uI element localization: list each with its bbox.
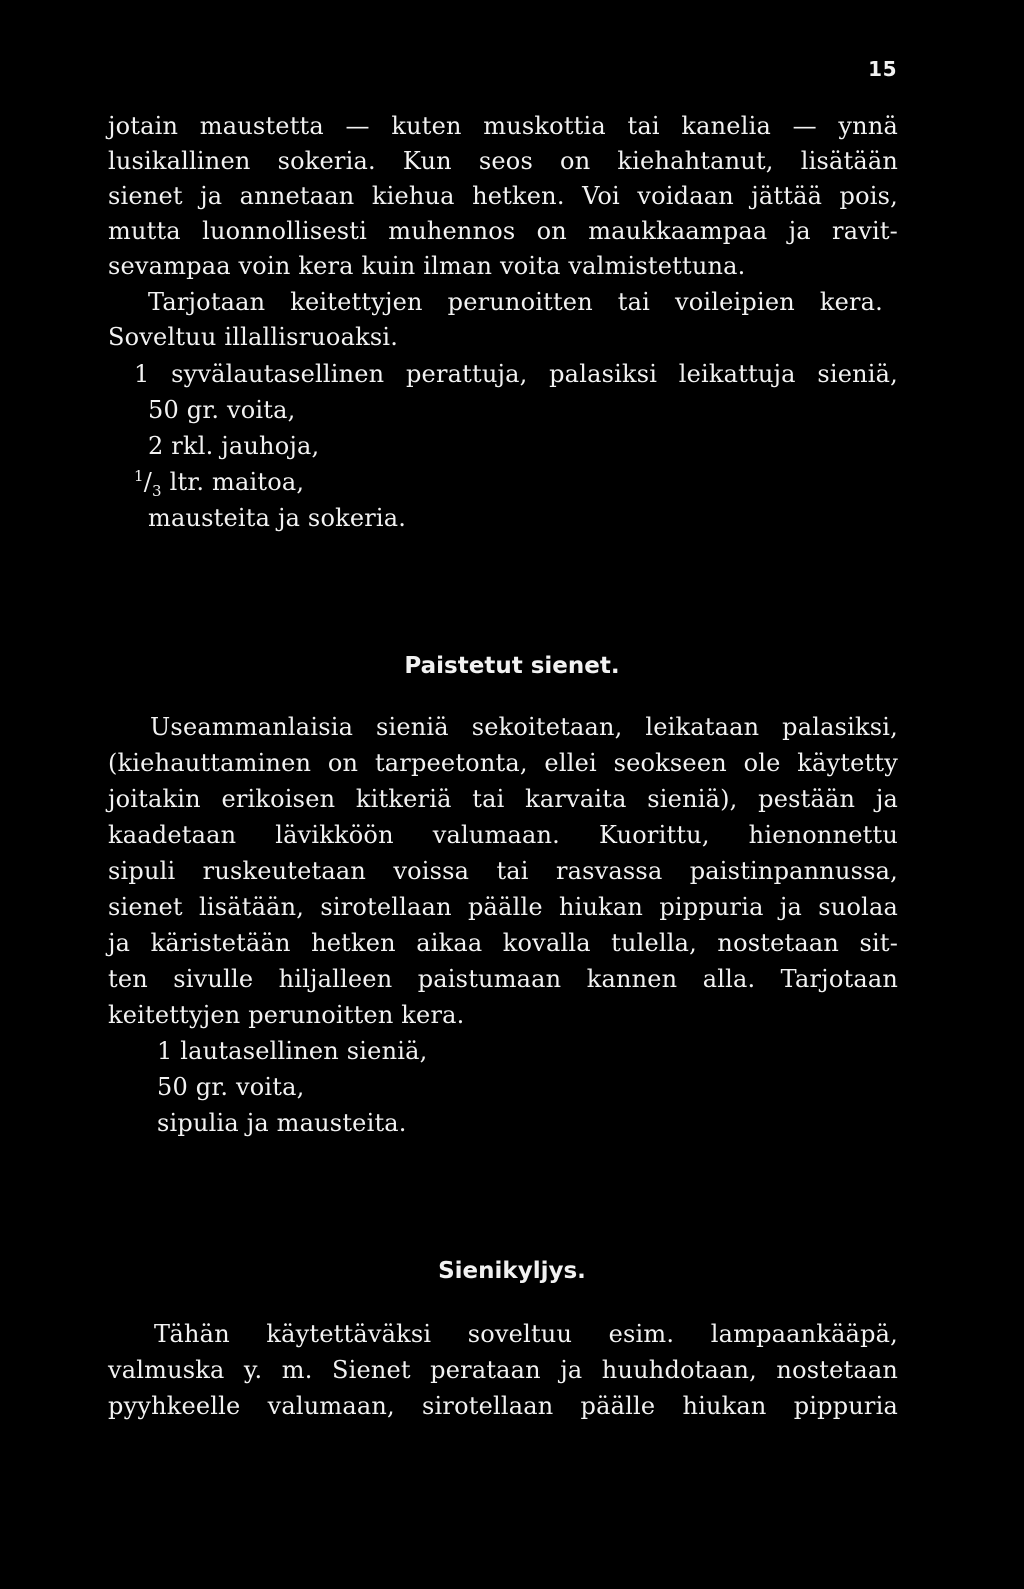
paragraph-line: (kiehauttaminen on tarpeetonta, ellei seokseen ole käytetty	[108, 749, 898, 777]
ingredient-item: 2 rkl. jauhoja,	[148, 432, 320, 460]
paragraph-line: valmuska y. m. Sienet perataan ja huuhdotaan, nostetaan	[108, 1356, 898, 1384]
paragraph-line: jotain maustetta — kuten muskottia tai kanelia — ynnä	[108, 112, 898, 140]
ingredient-item: $^1/_3$ ltr. maitoa,	[134, 467, 305, 500]
paragraph-line: lusikallinen sokeria. Kun seos on kiehahtanut, lisätään	[108, 147, 898, 175]
paragraph-line: sevampaa voin kera kuin ilman voita valmistettuna.	[108, 252, 746, 280]
section-title: Paistetut sienet.	[404, 653, 620, 679]
paragraph-line: sipuli ruskeutetaan voissa tai rasvassa paistinpannussa,	[108, 857, 898, 885]
ingredient-item: 1 lautasellinen sieniä,	[157, 1037, 428, 1065]
page-number: 15	[868, 57, 897, 81]
ingredient-item: 1 syvälautasellinen perattuja, palasiksi leikattuja sieniä,	[134, 360, 898, 388]
paragraph-line: Soveltuu illallisruoaksi.	[108, 323, 399, 351]
paragraph-line: mutta luonnollisesti muhennos on maukkaampaa ja ravit-	[108, 217, 898, 245]
paragraph-line: sienet ja annetaan kiehua hetken. Voi voidaan jättää pois,	[108, 182, 898, 210]
paragraph-line: ja käristetään hetken aikaa kovalla tulella, nostetaan sit-	[108, 929, 898, 957]
paragraph-line: Tarjotaan keitettyjen perunoitten tai voileipien kera.	[148, 288, 883, 316]
ingredient-item: 50 gr. voita,	[157, 1073, 305, 1101]
ingredient-item: 50 gr. voita,	[148, 396, 296, 424]
paragraph-line: joitakin erikoisen kitkeriä tai karvaita sieniä), pestään ja	[108, 785, 898, 813]
paragraph-line: ten sivulle hiljalleen paistumaan kannen alla. Tarjotaan	[108, 965, 898, 993]
fraction-numerator: 1	[134, 467, 144, 485]
paragraph-line: keitettyjen perunoitten kera.	[108, 1001, 465, 1029]
ingredient-text: ltr. maitoa,	[169, 468, 305, 496]
paragraph-line: pyyhkeelle valumaan, sirotellaan päälle hiukan pippuria	[108, 1392, 898, 1420]
paragraph-line: sienet lisätään, sirotellaan päälle hiukan pippuria ja suolaa	[108, 893, 898, 921]
paragraph-line: Useammanlaisia sieniä sekoitetaan, leikataan palasiksi,	[150, 713, 898, 741]
paragraph-line: Tähän käytettäväksi soveltuu esim. lampaankääpä,	[154, 1320, 898, 1348]
ingredient-item: mausteita ja sokeria.	[148, 504, 407, 532]
paragraph-line: kaadetaan lävikköön valumaan. Kuorittu, hienonnettu	[108, 821, 898, 849]
section-title: Sienikyljys.	[438, 1258, 586, 1284]
fraction-denominator: 3	[152, 481, 162, 500]
ingredient-item: sipulia ja mausteita.	[157, 1109, 407, 1137]
